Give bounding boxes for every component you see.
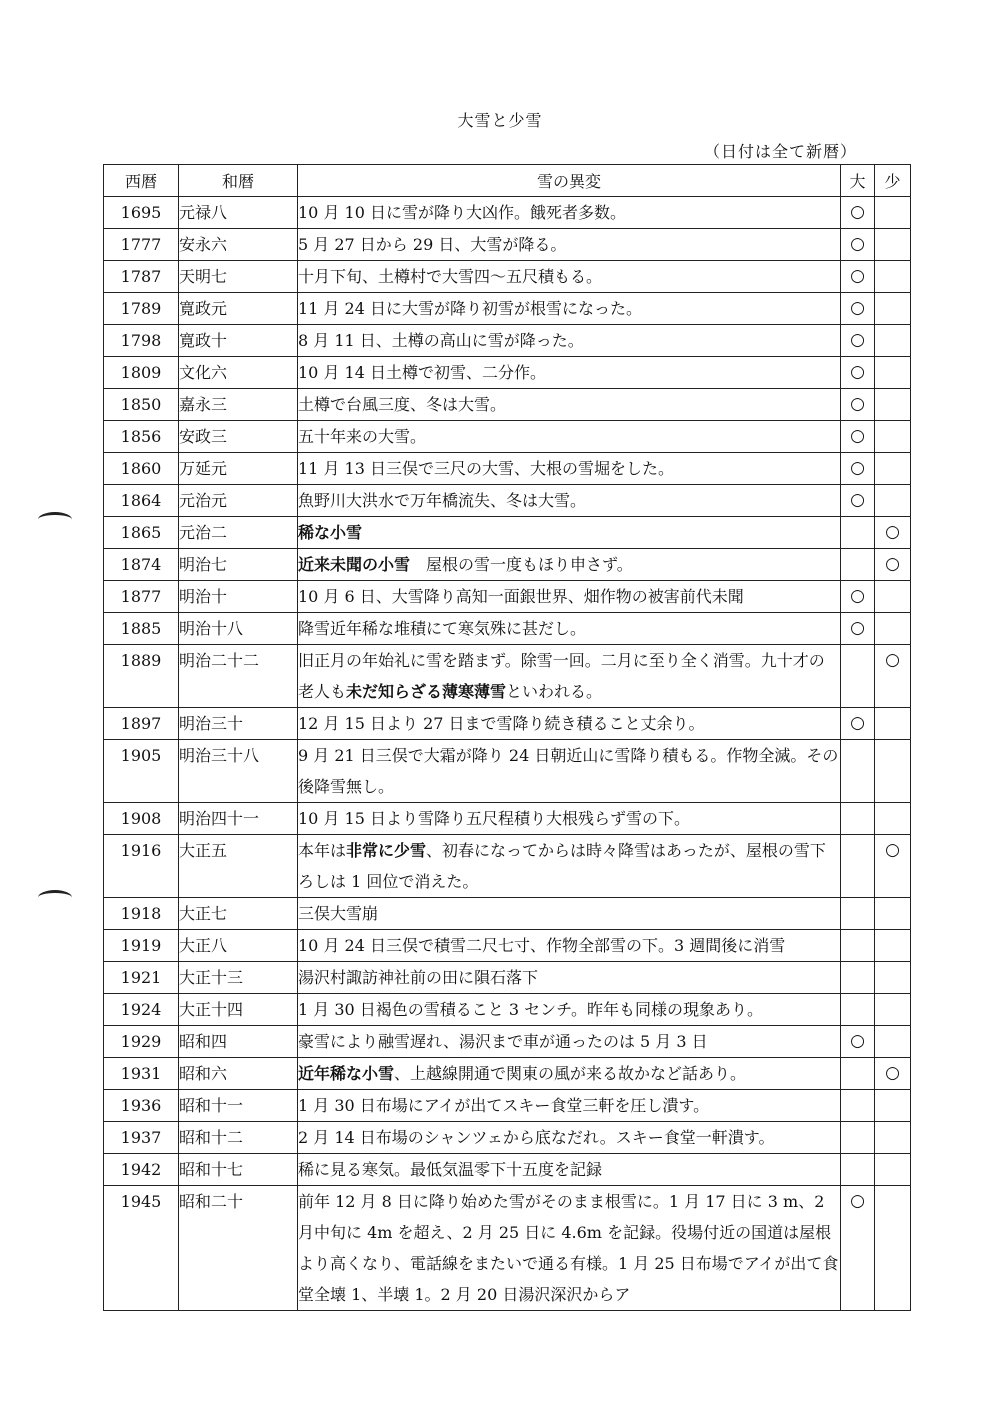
table-row	[104, 261, 911, 293]
table-row	[104, 740, 911, 803]
event-cell	[298, 898, 841, 930]
heavy-snow-mark	[841, 962, 875, 994]
punch-hole-mark	[38, 890, 72, 905]
table-row	[104, 421, 911, 453]
table-row	[104, 1026, 911, 1058]
event-cell	[298, 708, 841, 740]
year-cell: 1908	[104, 803, 179, 835]
year-cell: 1860	[104, 453, 179, 485]
light-snow-mark	[875, 453, 911, 485]
table-row	[104, 197, 911, 229]
event-text: 8 月 11 日、土樽の高山に雪が降った。	[298, 331, 584, 350]
light-snow-mark	[875, 1154, 911, 1186]
heavy-snow-mark: ○	[841, 293, 875, 325]
year-cell: 1897	[104, 708, 179, 740]
event-cell	[298, 357, 841, 389]
table-row	[104, 357, 911, 389]
event-cell	[298, 389, 841, 421]
header-era: 和暦	[179, 165, 298, 197]
event-text: 5 月 27 日から 29 日、大雪が降る。	[298, 235, 567, 254]
event-cell	[298, 962, 841, 994]
event-text: といわれる。	[506, 682, 603, 701]
event-cell	[298, 930, 841, 962]
light-snow-mark	[875, 803, 911, 835]
light-snow-mark	[875, 962, 911, 994]
event-cell	[298, 581, 841, 613]
light-snow-mark	[875, 197, 911, 229]
emphasized-text: 未だ知らざる薄寒薄雪	[346, 682, 507, 701]
light-snow-mark	[875, 740, 911, 803]
event-text: 、上越線開通で関東の風が来る故かなど話あり。	[394, 1064, 747, 1083]
event-cell	[298, 994, 841, 1026]
table-row	[104, 708, 911, 740]
year-cell: 1942	[104, 1154, 179, 1186]
year-cell: 1929	[104, 1026, 179, 1058]
light-snow-mark	[875, 261, 911, 293]
light-snow-mark	[875, 581, 911, 613]
event-text: 2 月 14 日布場のシャンツェから底なだれ。スキー食堂一軒潰す。	[298, 1128, 775, 1147]
heavy-snow-mark: ○	[841, 708, 875, 740]
event-cell	[298, 835, 841, 898]
table-header-row	[104, 165, 911, 197]
year-cell: 1889	[104, 645, 179, 708]
table-row	[104, 581, 911, 613]
table-row	[104, 325, 911, 357]
event-text: 魚野川大洪水で万年橋流失、冬は大雪。	[298, 491, 587, 510]
event-text: 五十年来の大雪。	[298, 427, 427, 446]
event-text: 10 月 15 日より雪降り五尺程積り大根残らず雪の下。	[298, 809, 690, 828]
era-cell: 明治二十二	[179, 645, 298, 708]
light-snow-mark	[875, 930, 911, 962]
era-cell: 文化六	[179, 357, 298, 389]
heavy-snow-mark: ○	[841, 453, 875, 485]
event-cell	[298, 197, 841, 229]
light-snow-mark	[875, 1026, 911, 1058]
event-cell	[298, 293, 841, 325]
heavy-snow-mark	[841, 517, 875, 549]
event-cell	[298, 229, 841, 261]
heavy-snow-mark	[841, 994, 875, 1026]
heavy-snow-mark	[841, 549, 875, 581]
era-cell: 明治四十一	[179, 803, 298, 835]
emphasized-text: 非常に少雪	[346, 841, 427, 860]
emphasized-text: 近来未聞の小雪	[298, 555, 411, 574]
event-text: 9 月 21 日三俣で大霜が降り 24 日朝近山に雪降り積もる。作物全滅。その後降雪無し。	[298, 746, 839, 796]
document-title: 大雪と少雪	[457, 111, 543, 130]
event-text: 1 月 30 日布場にアイが出てスキー食堂三軒を圧し潰す。	[298, 1096, 710, 1115]
year-cell: 1789	[104, 293, 179, 325]
light-snow-mark: ○	[875, 1058, 911, 1090]
heavy-snow-mark: ○	[841, 197, 875, 229]
era-cell: 安永六	[179, 229, 298, 261]
table-row	[104, 962, 911, 994]
event-text: 湯沢村諏訪神社前の田に隕石落下	[298, 968, 539, 987]
event-text: 稀に見る寒気。最低気温零下十五度を記録	[298, 1160, 603, 1179]
light-snow-mark	[875, 325, 911, 357]
table-row	[104, 835, 911, 898]
event-cell	[298, 261, 841, 293]
snow-anomaly-table	[103, 164, 911, 1311]
table-row	[104, 930, 911, 962]
event-cell	[298, 1122, 841, 1154]
era-cell: 昭和四	[179, 1026, 298, 1058]
era-cell: 元治元	[179, 485, 298, 517]
event-cell	[298, 803, 841, 835]
heavy-snow-mark	[841, 740, 875, 803]
era-cell: 元治二	[179, 517, 298, 549]
light-snow-mark: ○	[875, 549, 911, 581]
table-row	[104, 1186, 911, 1311]
light-snow-mark: ○	[875, 835, 911, 898]
year-cell: 1945	[104, 1186, 179, 1311]
light-snow-mark	[875, 994, 911, 1026]
table-row	[104, 613, 911, 645]
era-cell: 寛政十	[179, 325, 298, 357]
year-cell: 1918	[104, 898, 179, 930]
heavy-snow-mark	[841, 645, 875, 708]
table-row	[104, 1058, 911, 1090]
heavy-snow-mark	[841, 1058, 875, 1090]
heavy-snow-mark: ○	[841, 581, 875, 613]
event-text: 屋根の雪一度もほり申さず。	[410, 555, 633, 574]
light-snow-mark	[875, 1122, 911, 1154]
table-row	[104, 1122, 911, 1154]
year-cell: 1931	[104, 1058, 179, 1090]
year-cell: 1809	[104, 357, 179, 389]
year-cell: 1936	[104, 1090, 179, 1122]
year-cell: 1864	[104, 485, 179, 517]
heavy-snow-mark	[841, 1122, 875, 1154]
era-cell: 大正八	[179, 930, 298, 962]
event-text: 12 月 15 日より 27 日まで雪降り続き積ること丈余り。	[298, 714, 705, 733]
event-cell	[298, 740, 841, 803]
era-cell: 安政三	[179, 421, 298, 453]
light-snow-mark	[875, 708, 911, 740]
era-cell: 明治十	[179, 581, 298, 613]
table-row	[104, 293, 911, 325]
event-cell	[298, 485, 841, 517]
heavy-snow-mark: ○	[841, 261, 875, 293]
emphasized-text: 稀な小雪	[298, 523, 363, 542]
event-text: 11 月 13 日三俣で三尺の大雪、大根の雪堀をした。	[298, 459, 674, 478]
light-snow-mark	[875, 357, 911, 389]
header-light-snow: 少	[875, 165, 911, 197]
era-cell: 大正七	[179, 898, 298, 930]
year-cell: 1865	[104, 517, 179, 549]
era-cell: 昭和十七	[179, 1154, 298, 1186]
event-text: 10 月 6 日、大雪降り高知一面銀世界、畑作物の被害前代未聞	[298, 587, 744, 606]
event-cell	[298, 613, 841, 645]
table-row	[104, 389, 911, 421]
light-snow-mark	[875, 485, 911, 517]
era-cell: 明治七	[179, 549, 298, 581]
year-cell: 1937	[104, 1122, 179, 1154]
event-cell	[298, 1026, 841, 1058]
era-cell: 万延元	[179, 453, 298, 485]
header-event: 雪の異変	[298, 165, 841, 197]
event-cell	[298, 1090, 841, 1122]
heavy-snow-mark	[841, 1154, 875, 1186]
heavy-snow-mark	[841, 1090, 875, 1122]
year-cell: 1798	[104, 325, 179, 357]
era-cell: 昭和十二	[179, 1122, 298, 1154]
era-cell: 元禄八	[179, 197, 298, 229]
table-row	[104, 229, 911, 261]
table-row	[104, 994, 911, 1026]
table-row	[104, 453, 911, 485]
table-row	[104, 645, 911, 708]
year-cell: 1850	[104, 389, 179, 421]
year-cell: 1695	[104, 197, 179, 229]
table-row	[104, 485, 911, 517]
light-snow-mark: ○	[875, 645, 911, 708]
event-text: 前年 12 月 8 日に降り始めた雪がそのまま根雪に。1 月 17 日に 3 m、2 月中旬に 4m を超え、2 月 25 日に 4.6m を記録。役場付近の国道は屋根より高くなり、電話線をまたいで通る有様。1 月 25 日布場でアイが出て食堂全壊 1、半壊 1。2 月 20 日湯沢深沢からア	[298, 1192, 839, 1304]
heavy-snow-mark: ○	[841, 1186, 875, 1311]
era-cell: 昭和六	[179, 1058, 298, 1090]
year-cell: 1916	[104, 835, 179, 898]
event-cell	[298, 421, 841, 453]
era-cell: 明治三十	[179, 708, 298, 740]
emphasized-text: 近年稀な小雪	[298, 1064, 395, 1083]
year-cell: 1885	[104, 613, 179, 645]
event-cell	[298, 1058, 841, 1090]
year-cell: 1787	[104, 261, 179, 293]
table-row	[104, 803, 911, 835]
era-cell: 明治三十八	[179, 740, 298, 803]
light-snow-mark	[875, 1186, 911, 1311]
heavy-snow-mark: ○	[841, 389, 875, 421]
heavy-snow-mark	[841, 803, 875, 835]
era-cell: 昭和二十	[179, 1186, 298, 1311]
year-cell: 1905	[104, 740, 179, 803]
event-cell	[298, 453, 841, 485]
light-snow-mark	[875, 293, 911, 325]
date-note: （日付は全て新暦）	[703, 142, 857, 161]
table-row	[104, 1090, 911, 1122]
header-heavy-snow: 大	[841, 165, 875, 197]
event-text: 1 月 30 日褐色の雪積ること 3 センチ。昨年も同様の現象あり。	[298, 1000, 764, 1019]
event-cell	[298, 1186, 841, 1311]
event-text: 十月下旬、土樽村で大雪四〜五尺積もる。	[298, 267, 603, 286]
heavy-snow-mark: ○	[841, 421, 875, 453]
light-snow-mark	[875, 421, 911, 453]
heavy-snow-mark	[841, 930, 875, 962]
heavy-snow-mark	[841, 835, 875, 898]
punch-hole-mark	[38, 512, 72, 527]
event-cell	[298, 549, 841, 581]
event-cell	[298, 645, 841, 708]
table-row	[104, 517, 911, 549]
heavy-snow-mark: ○	[841, 485, 875, 517]
event-text: 土樽で台風三度、冬は大雪。	[298, 395, 507, 414]
event-text: 10 月 10 日に雪が降り大凶作。餓死者多数。	[298, 203, 626, 222]
light-snow-mark	[875, 898, 911, 930]
year-cell: 1921	[104, 962, 179, 994]
era-cell: 天明七	[179, 261, 298, 293]
event-text: 、初春になってからは時々降雪はあったが、屋根の雪下ろしは 1 回位で消えた。	[298, 841, 826, 891]
event-text: 11 月 24 日に大雪が降り初雪が根雪になった。	[298, 299, 642, 318]
heavy-snow-mark: ○	[841, 357, 875, 389]
event-text: 三俣大雪崩	[298, 904, 379, 923]
light-snow-mark	[875, 613, 911, 645]
table-row	[104, 1154, 911, 1186]
light-snow-mark	[875, 229, 911, 261]
year-cell: 1924	[104, 994, 179, 1026]
heavy-snow-mark: ○	[841, 229, 875, 261]
era-cell: 明治十八	[179, 613, 298, 645]
event-text: 旧正月の年始礼に雪を踏まず。除雪一回。二月に至り全く消雪。九十才の老人も	[298, 651, 825, 701]
table-row	[104, 898, 911, 930]
header-year: 西暦	[104, 165, 179, 197]
heavy-snow-mark: ○	[841, 1026, 875, 1058]
event-text: 10 月 24 日三俣で積雪二尺七寸、作物全部雪の下。3 週間後に消雪	[298, 936, 786, 955]
heavy-snow-mark: ○	[841, 613, 875, 645]
event-cell	[298, 325, 841, 357]
event-text: 10 月 14 日土樽で初雪、二分作。	[298, 363, 546, 382]
year-cell: 1919	[104, 930, 179, 962]
event-text: 本年は	[298, 841, 347, 860]
year-cell: 1777	[104, 229, 179, 261]
light-snow-mark: ○	[875, 517, 911, 549]
event-cell	[298, 517, 841, 549]
era-cell: 昭和十一	[179, 1090, 298, 1122]
event-text: 降雪近年稀な堆積にて寒気殊に甚だし。	[298, 619, 587, 638]
era-cell: 大正十四	[179, 994, 298, 1026]
era-cell: 嘉永三	[179, 389, 298, 421]
event-cell	[298, 1154, 841, 1186]
year-cell: 1856	[104, 421, 179, 453]
year-cell: 1874	[104, 549, 179, 581]
year-cell: 1877	[104, 581, 179, 613]
era-cell: 寛政元	[179, 293, 298, 325]
era-cell: 大正五	[179, 835, 298, 898]
heavy-snow-mark: ○	[841, 325, 875, 357]
heavy-snow-mark	[841, 898, 875, 930]
table-row	[104, 549, 911, 581]
light-snow-mark	[875, 389, 911, 421]
era-cell: 大正十三	[179, 962, 298, 994]
light-snow-mark	[875, 1090, 911, 1122]
event-text: 豪雪により融雪遅れ、湯沢まで車が通ったのは 5 月 3 日	[298, 1032, 708, 1051]
